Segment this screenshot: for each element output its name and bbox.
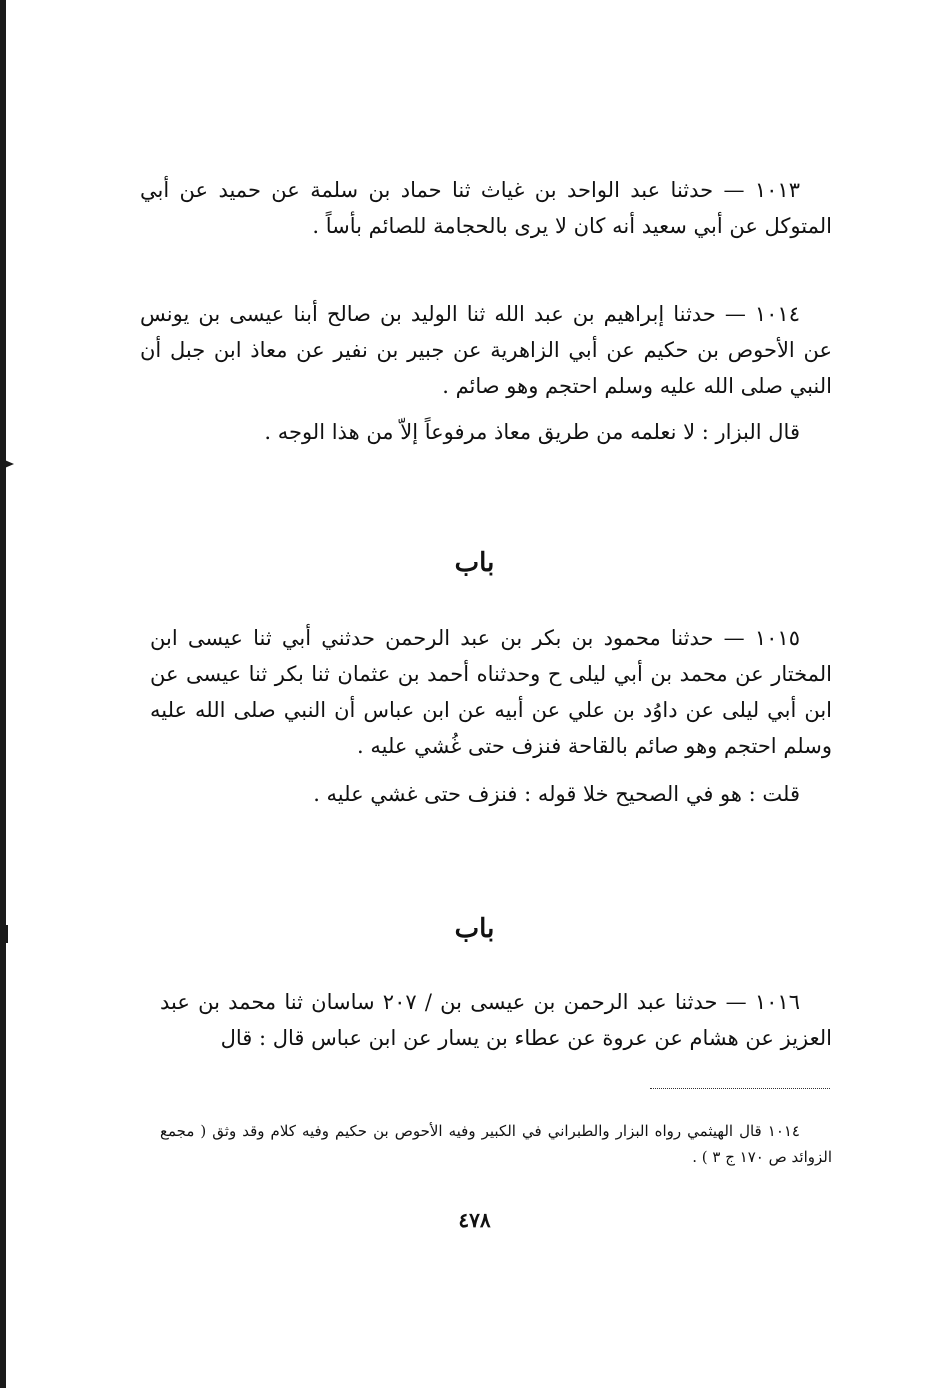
footnote-separator — [650, 1088, 830, 1089]
hadith-1014-comment: قال البزار : لا نعلمه من طريق معاذ مرفوعاً إلاّ من هذا الوجه . — [264, 420, 800, 444]
hadith-1015 — [150, 620, 832, 812]
hadith-1014 — [140, 296, 832, 450]
binding-edge-mark — [0, 458, 14, 470]
chapter-heading-2: باب — [454, 914, 495, 944]
hadith-1015-comment: قلت : هو في الصحيح خلا قوله : فنزف حتى غشي عليه . — [313, 782, 800, 806]
chapter-heading-1: باب — [454, 548, 495, 578]
hadith-1013-text: ١٠١٣ — حدثنا عبد الواحد بن غياث ثنا حماد بن سلمة عن حميد عن أبي المتوكل عن أبي سعيد أنه كان لا يرى بالحجامة للصائم بأساً . — [140, 178, 832, 238]
hadith-1014-text: ١٠١٤ — حدثنا إبراهيم بن عبد الله ثنا الوليد بن صالح أبنا عيسى بن يونس عن الأحوص بن حكيم عن أبي الزاهرية عن جبير بن نفير عن معاذ ابن جبل أن النبي صلى الله عليه وسلم احتجم وهو صائم . — [140, 302, 832, 398]
footnote — [160, 1118, 832, 1170]
hadith-1013 — [140, 172, 832, 244]
page-binding-edge — [0, 0, 6, 1388]
hadith-1016 — [160, 984, 832, 1056]
hadith-1015-text: ١٠١٥ — حدثنا محمود بن بكر بن عبد الرحمن حدثني أبي ثنا عيسى ابن المختار عن محمد بن أبي ليلى ح وحدثناه أحمد بن عثمان ثنا بكر ثنا عيسى عن ابن أبي ليلى عن داوُد بن علي عن أبيه عن ابن عباس أن النبي صلى الله عليه وسلم احتجم وهو صائم بالقاحة فنزف حتى غُشي عليه . — [150, 626, 832, 758]
hadith-1016-text: ١٠١٦ — حدثنا عبد الرحمن بن عيسى بن / ٢٠٧ ساسان ثنا محمد بن عبد العزيز عن هشام عن عروة عن عطاء بن يسار عن ابن عباس قال : قال — [160, 990, 832, 1050]
footnote-text: ١٠١٤ قال الهيثمي رواه البزار والطبراني في الكبير وفيه الأحوص بن حكيم وفيه كلام وقد وثق ( مجمع الزوائد ص ١٧٠ ج ٣ ) . — [160, 1122, 832, 1166]
page-number: ٤٧٨ — [458, 1208, 491, 1232]
